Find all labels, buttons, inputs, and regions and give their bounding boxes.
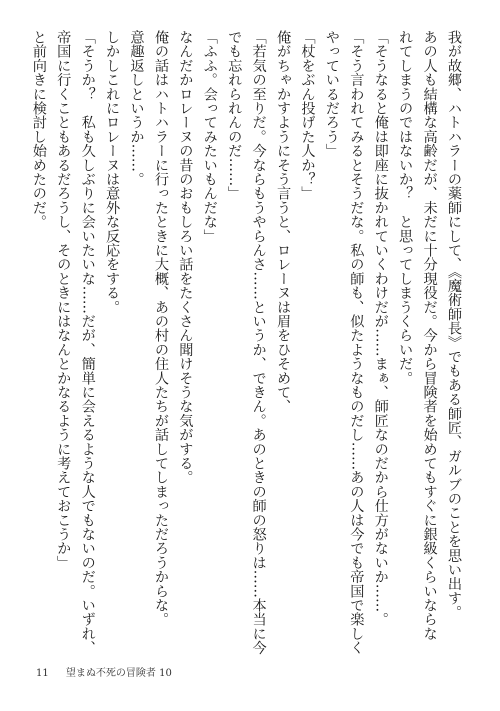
text-line: 「若気の至りだ。今ならもうやらんさ……というか、できん。あのときの師の怒りは……本当に今 [250,30,267,655]
text-line: しかしこれにロレーヌは意外な反応をする。 [104,30,121,314]
text-line: と前向きに検討し始めたのだ。 [30,30,47,229]
text-line: やっているだろう」 [323,30,340,158]
text-line: 「そうか？ 私も久しぶりに会いたいな……だが、簡単に会えるような人でもないのだ。いずれ、 [79,30,96,655]
body-text [26,30,466,655]
text-line: 俺がちゃかすようにそう言うと、ロレーヌは眉をひそめて、 [275,30,292,414]
page-footer [36,664,172,679]
text-line: 「そうなると俺は即座に抜かれていくわけだが……まぁ、師匠なのだから仕方がないか……。 [372,30,389,627]
text-line: でも忘れられんのだ……」 [226,30,243,201]
text-line: 我が故郷、ハトハラーの薬師にして、《魔術師長》でもある師匠、ガルブのことを思い出す。 [446,30,462,620]
text-line: れてしまうのではないか？ と思ってしまうくらいだ。 [397,30,414,385]
book-title: 望まぬ不死の冒険者 10 [65,668,172,679]
page-number: 11 [36,668,49,679]
text-line: 「ふふ。会ってみたいもんだな」 [201,30,218,243]
text-line: 意趣返しというか……。 [128,30,145,187]
text-line: 帝国に行くこともあるだろうし、そのときにはなんとかなるように考えておこうか」 [55,30,72,570]
text-line: 俺の話はハトハラーに行ったときに大概、あの村の住人たちが話してしまっただろうからな。 [152,30,169,627]
text-line: あの人も結構な高齢だが、未だに十分現役だ。今から冒険者を始めてもすぐに銀級くらいならな [421,30,438,641]
text-line: なんだかロレーヌの昔のおもしろい話をたくさん聞けそうな気がする。 [177,30,194,485]
text-line: 「杖をぶん投げた人か？」 [299,30,316,201]
text-line: 「そう言われてみるとそうだな。私の師も、似たようなものだし……あの人は今でも帝国で楽しく [348,30,365,655]
